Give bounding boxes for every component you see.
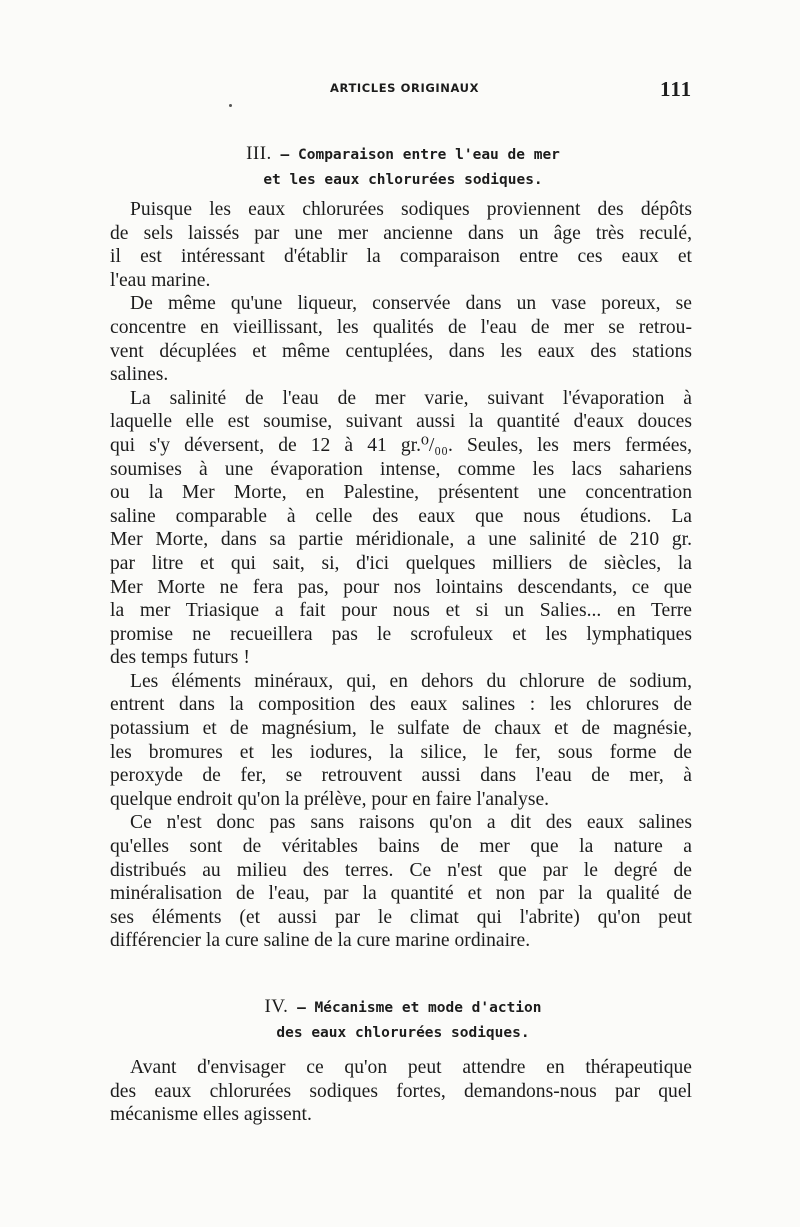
paragraph [110,292,692,386]
text-line: qui s'y déversent, de 12 à 41 gr.⁰/₀₀. Seules, les mers fermées, [110,434,692,456]
text-line: peroxyde de fer, se retrouvent aussi dans l'eau de mer, à [110,765,692,787]
page-number: 111 [660,77,693,101]
text-line: Puisque les eaux chlorurées sodiques proviennent des dépôts [130,199,692,220]
text-line: Mer Morte, dans sa partie méridionale, a une salinité de 210 gr. [110,529,692,551]
text-line: quelque endroit qu'on la prélève, pour en faire l'analyse. [110,788,550,810]
print-speck [229,104,232,107]
section-heading-line-2: et les eaux chlorurées sodiques. [263,172,543,188]
text-line: des temps futurs ! [110,647,250,669]
text-line: qu'elles sont de véritables bains de mer que la nature a [110,836,692,858]
running-title: ARTICLES ORIGINAUX [330,81,480,95]
text-line: Avant d'envisager ce qu'on peut attendre en thérapeutique [130,1057,692,1078]
section-body-iii [110,198,692,953]
section-numeral: IV. [264,996,289,1017]
text-line: potassium et de magnésium, le sulfate de chaux et de magnésie, [110,718,692,740]
paragraph [110,387,692,670]
text-line: mécanisme elles agissent. [110,1104,312,1126]
text-line: différencier la cure saline de la cure marine ordinaire. [110,930,531,952]
text-line: les bromures et les iodures, la silice, le fer, sous forme de [110,741,692,763]
text-line: des eaux chlorurées sodiques fortes, demandons-nous par quel [110,1080,692,1102]
text-line: laquelle elle est soumise, suivant aussi la quantité d'eaux douces [110,411,692,433]
paragraph [110,811,692,953]
text-line: la mer Triasique a fait pour nous et si un Salies... en Terre [110,600,692,622]
text-line: salines. [110,364,169,386]
text-line: saline comparable à celle des eaux que nous étudions. La [110,505,692,527]
text-line: distribués au milieu des terres. Ce n'est que par le degré de [110,859,692,881]
text-line: vent décuplées et même centuplées, dans les eaux des stations [110,340,692,362]
section-title-part-1: — Comparaison entre l'eau de mer [280,147,560,163]
section-title-part-1: — Mécanisme et mode d'action [297,1000,542,1016]
text-line: promise ne recueillera pas le scrofuleux et les lymphatiques [110,623,692,645]
text-line: soumises à une évaporation intense, comme les lacs sahariens [110,458,692,480]
text-line: il est intéressant d'établir la comparaison entre ces eaux et [110,246,692,268]
section-heading-iv [108,994,698,1046]
text-line: De même qu'une liqueur, conservée dans un vase poreux, se [130,293,692,315]
running-head [0,79,800,103]
text-line: par litre et qui sait, si, d'ici quelques milliers de siècles, la [110,552,692,574]
text-line: La salinité de l'eau de mer varie, suivant l'évaporation à [130,387,692,409]
section-numeral: III. [246,143,272,164]
section-heading-line-1 [108,994,698,1021]
text-line: ses éléments (et aussi par le climat qui l'abrite) qu'on peut [110,906,692,928]
section-heading-line-2: des eaux chlorurées sodiques. [276,1025,530,1041]
text-line: Mer Morte ne fera pas, pour nos lointains descendants, ce que [110,576,692,598]
text-line: de sels laissés par une mer ancienne dans un âge très reculé, [110,222,692,244]
section-body-iv [110,1056,692,1127]
section-heading-line-1 [108,141,698,168]
paragraph [110,670,692,812]
text-line: concentre en vieillissant, les qualités de l'eau de mer se retrou- [110,316,692,338]
text-line: l'eau marine. [110,269,211,291]
text-line: minéralisation de l'eau, par la quantité et non par la qualité de [110,883,692,905]
text-line: Ce n'est donc pas sans raisons qu'on a dit des eaux salines [130,812,692,834]
section-heading-iii [108,141,698,193]
text-line: ou la Mer Morte, en Palestine, présentent une concentration [110,482,692,504]
paragraph [110,198,692,292]
text-line: entrent dans la composition des eaux salines : les chlorures de [110,694,692,716]
paragraph [110,1056,692,1127]
text-line: Les éléments minéraux, qui, en dehors du chlorure de sodium, [130,670,692,692]
